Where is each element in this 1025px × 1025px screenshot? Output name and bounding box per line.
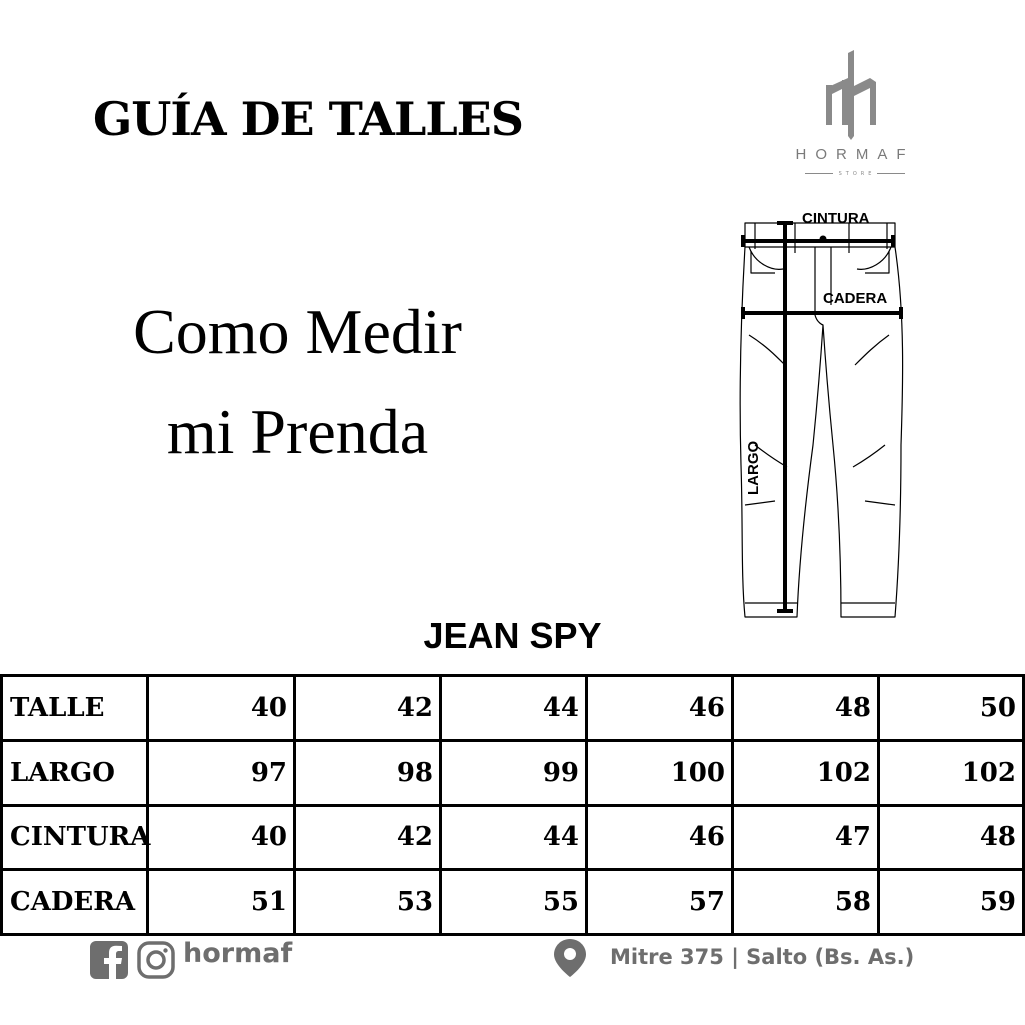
how-to-measure-heading [60, 282, 535, 482]
table-cell: 51 [149, 871, 296, 933]
store-address: Mitre 375 | Salto (Bs. As.) [610, 945, 915, 969]
page-title: GUÍA DE TALLES [93, 92, 523, 146]
product-name: JEAN SPY [423, 615, 602, 656]
table-cell: 100 [588, 742, 734, 807]
table-cell: 53 [296, 871, 442, 933]
table-cell: 59 [979, 887, 1016, 918]
social-handle[interactable]: hormaf [183, 938, 293, 969]
table-cell: 44 [442, 807, 588, 872]
jeans-measurement-diagram [735, 205, 915, 625]
table-cell: 46 [588, 677, 734, 742]
table-cell: 40 [149, 807, 296, 872]
table-cell: 58 [734, 871, 880, 933]
row-label: CADERA [3, 871, 149, 933]
table-row [3, 871, 1022, 933]
table-cell: 44 [442, 677, 588, 742]
table-cell: 40 [149, 677, 296, 742]
size-table [0, 674, 1025, 936]
map-pin-icon [552, 938, 588, 978]
brand-tagline: STORE [760, 171, 950, 177]
brand-logo [760, 50, 950, 185]
table-row [3, 742, 1022, 807]
facebook-icon[interactable] [90, 941, 128, 979]
table-row [3, 677, 1022, 742]
jeans-illustration [735, 205, 915, 625]
table-row [3, 807, 1022, 872]
table-cell: 97 [149, 742, 296, 807]
brand-monogram-icon [760, 50, 950, 145]
table-cell: 50 [880, 677, 1022, 742]
table-cell: 42 [296, 807, 442, 872]
instagram-icon[interactable] [137, 941, 175, 979]
table-cell: 102 [880, 742, 1022, 807]
length-label: LARGO [745, 440, 762, 495]
row-label: TALLE [3, 677, 149, 742]
subtitle-line-2: mi Prenda [166, 396, 429, 467]
brand-name: HORMAF [795, 146, 915, 163]
table-cell: 99 [442, 742, 588, 807]
waist-label: CINTURA [802, 210, 870, 227]
row-label: LARGO [3, 742, 149, 807]
table-cell: 55 [442, 871, 588, 933]
table-cell: 42 [296, 677, 442, 742]
table-cell: 102 [734, 742, 880, 807]
subtitle-line-1: Como Medir [133, 296, 462, 367]
table-cell: 98 [296, 742, 442, 807]
row-label: CINTURA [3, 807, 149, 872]
table-cell: 48 [880, 807, 1022, 872]
table-cell: 47 [734, 807, 880, 872]
hip-label: CADERA [823, 290, 888, 307]
table-cell: 48 [734, 677, 880, 742]
table-cell: 46 [588, 807, 734, 872]
table-cell: 57 [588, 871, 734, 933]
